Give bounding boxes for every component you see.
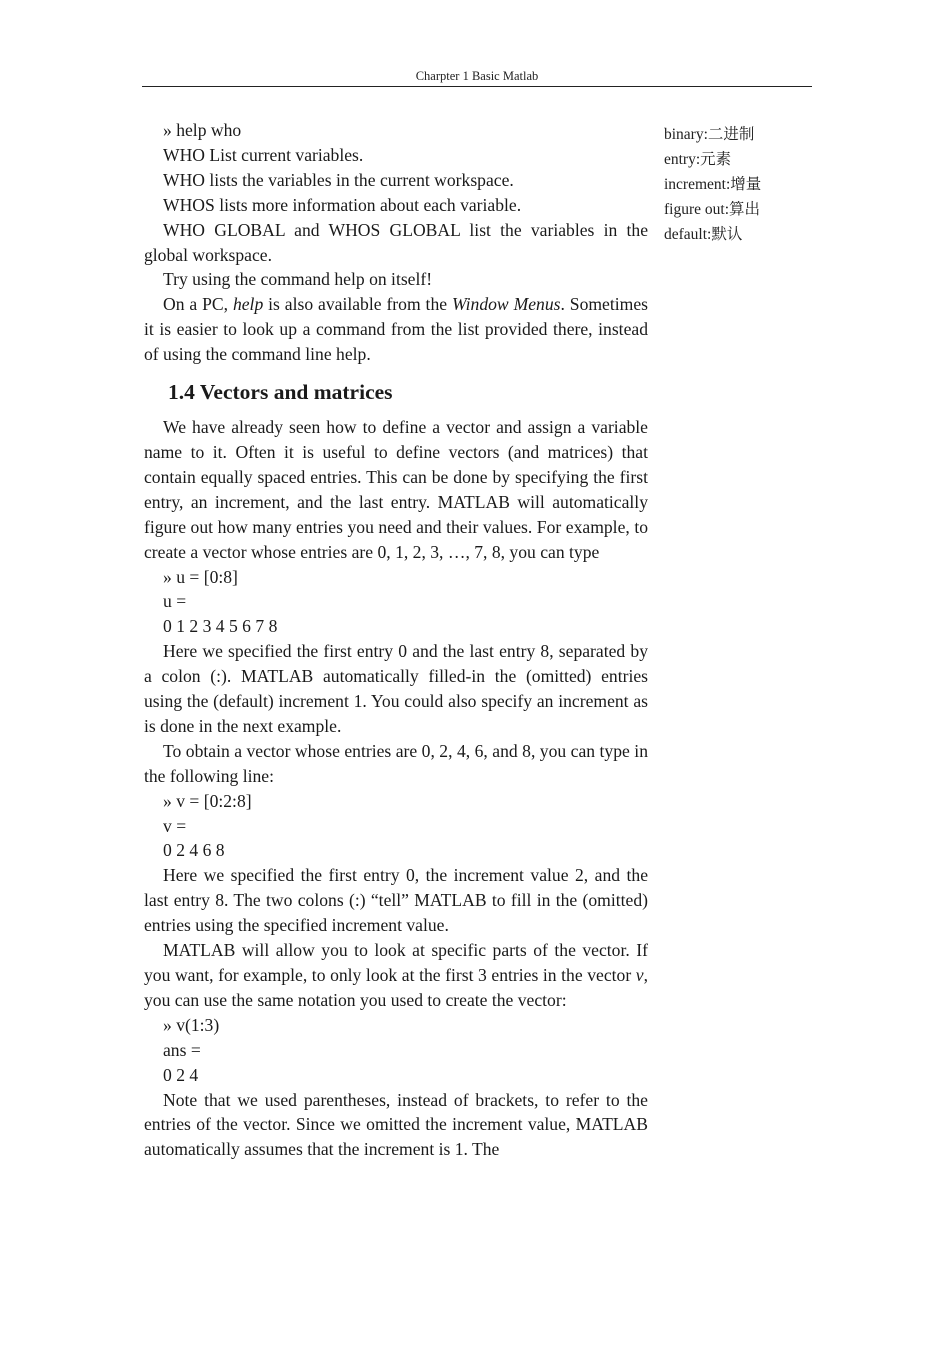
paragraph [144,292,648,367]
running-header: Charpter 1 Basic Matlab [415,69,539,83]
emphasis-help: help [232,294,264,315]
header-rule [142,86,812,87]
help-output-line: WHOS lists more information about each variable. [163,194,522,215]
output-line: ans = [163,1039,201,1060]
output-line: 0 2 4 6 8 [163,840,225,861]
command-line: » v(1:3) [163,1014,220,1035]
emphasis-v: v [635,965,644,985]
output-line: 0 2 4 [163,1064,199,1085]
text-run: . Sometimes it is easier to look up a command from the list provided there, instead of using the command line help. [144,294,648,365]
paragraph [144,938,648,1013]
text-run: MATLAB will allow you to look at specific parts of the vector. If you want, for example, to only look at the first 3 entries in the vector [144,940,648,985]
margin-note: default:默认 [664,226,743,243]
margin-note: increment:增量 [664,176,762,193]
vocabulary-margin-notes [664,122,804,247]
margin-note: binary:二进制 [664,126,755,143]
output-line: u = [163,591,187,612]
output-line: 0 1 2 3 4 5 6 7 8 [163,616,278,637]
paragraph: Here we specified the first entry 0, the increment value 2, and the last entry 8. The two colons (:) “tell” MATLAB to fill in the (omitted) entries using the specified increment value. [144,865,648,936]
paragraph: Note that we used parentheses, instead of brackets, to refer to the entries of the vector. Since we omitted the increment value, MATLAB automatically assumes that the increment is 1. The [144,1089,648,1160]
text-run: , you can use the same notation you used to create the vector: [144,965,648,1010]
help-output-line: WHO List current variables. [163,144,364,165]
text-run: is also available from the [263,294,452,315]
section-heading: 1.4 Vectors and matrices [168,380,393,405]
paragraph: We have already seen how to define a vector and assign a variable name to it. Often it is useful to define vectors (and matrices) that contain equally spaced entries. This can be done by specifying the first entry, an increment, and the last entry. MATLAB will automatically figure out how many entries you need and their values. For example, to create a vector whose entries are 0, 1, 2, 3, …, 7, 8, you can type [144,417,648,562]
command-line: » v = [0:2:8] [163,790,252,811]
paragraph: Here we specified the first entry 0 and the last entry 8, separated by a colon (:). MATLAB automatically filled-in the (omitted) entries using the (default) increment 1. You could also specify an increment as is done in the next example. [144,641,648,736]
margin-note: figure out:算出 [664,201,760,218]
margin-note: entry:元素 [664,151,732,168]
main-text [144,118,648,1162]
command-line: » u = [0:8] [163,566,238,587]
emphasis-window-menus: Window Menus [451,294,561,315]
output-line: v = [163,815,187,836]
paragraph: To obtain a vector whose entries are 0, 2, 4, 6, and 8, you can type in the following line: [144,740,648,786]
text-run: On a PC, [163,294,233,315]
help-output-paragraph: WHO GLOBAL and WHOS GLOBAL list the variables in the global workspace. [144,219,648,265]
paragraph: Try using the command help on itself! [163,269,433,290]
command-line: » help who [163,120,242,140]
help-output-line: WHO lists the variables in the current workspace. [163,169,514,190]
